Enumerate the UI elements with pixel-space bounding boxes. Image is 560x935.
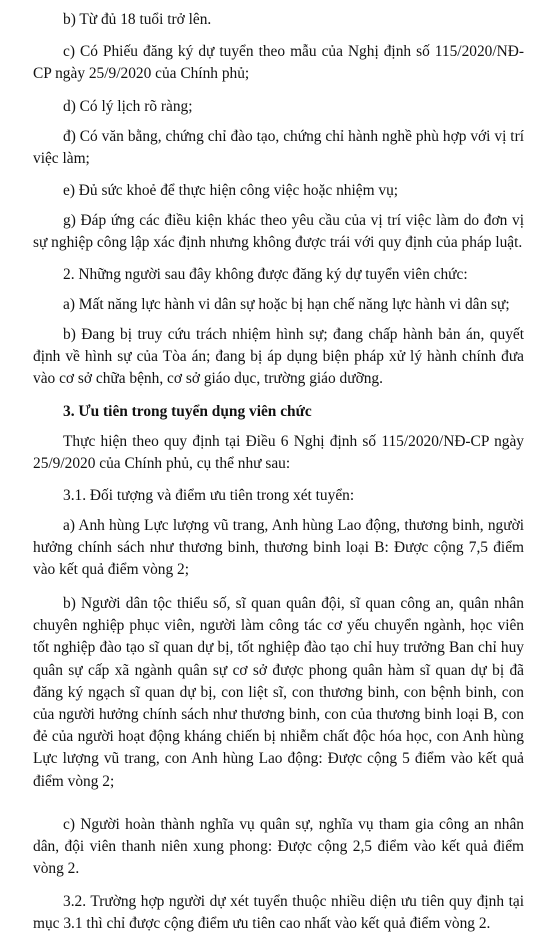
paragraph-decree-reference: Thực hiện theo quy định tại Điều 6 Nghị định số 115/2020/NĐ-CP ngày 25/9/2020 của Chính phủ, cụ thể như sau: <box>33 433 524 473</box>
paragraph-certificates: đ) Có văn bằng, chứng chỉ đào tạo, chứng chỉ hành nghề phù hợp với vị trí việc làm; <box>33 128 524 168</box>
paragraph-capacity-loss: a) Mất năng lực hành vi dân sự hoặc bị hạn chế năng lực hành vi dân sự; <box>63 296 510 313</box>
paragraph-priority-subjects: 3.1. Đối tượng và điểm ưu tiên trong xét tuyển: <box>63 487 355 504</box>
paragraph-priority-a: a) Anh hùng Lực lượng vũ trang, Anh hùng Lao động, thương binh, người hưởng chính sách như thương binh, thương binh loại B: Được cộng 7,5 điểm vào kết quả điểm vòng 2; <box>33 517 524 579</box>
paragraph-age-requirement: b) Từ đủ 18 tuổi trở lên. <box>63 11 212 28</box>
paragraph-criminal-proceedings: b) Đang bị truy cứu trách nhiệm hình sự; đang chấp hành bản án, quyết định về hình sự của Tòa án; đang bị áp dụng biện pháp xử lý hành chính đưa vào cơ sở chữa bệnh, cơ sở giáo dục, trường giáo dưỡng. <box>33 326 524 388</box>
paragraph-priority-c: c) Người hoàn thành nghĩa vụ quân sự, nghĩa vụ tham gia công an nhân dân, đội viên thanh niên xung phong: Được cộng 2,5 điểm vào kết quả điểm vòng 2. <box>33 816 524 878</box>
paragraph-health: e) Đủ sức khoẻ để thực hiện công việc hoặc nhiệm vụ; <box>63 182 399 199</box>
section-3-heading: 3. Ưu tiên trong tuyển dụng viên chức <box>63 403 312 420</box>
paragraph-other-conditions: g) Đáp ứng các điều kiện khác theo yêu cầu của vị trí việc làm do đơn vị sự nghiệp công lập xác định nhưng không được trái với quy định của pháp luật. <box>33 212 524 252</box>
paragraph-priority-b: b) Người dân tộc thiểu số, sĩ quan quân đội, sĩ quan công an, quân nhân chuyên nghiệp phục viên, người làm công tác cơ yếu chuyển ngành, học viên tốt nghiệp đào tạo sĩ quan dự bị, tốt nghiệp đào tạo chỉ huy trưởng Ban chỉ huy quân sự cấp xã ngành quân sự cơ sở được phong quân hàm sĩ quan dự bị đã đăng ký ngạch sĩ quan dự bị, con liệt sĩ, con thương binh, con bệnh binh, con của người hưởng chính sách như thương binh, con của thương binh loại B, con đẻ của người hoạt động kháng chiến bị nhiễm chất độc hóa học, con Anh hùng Lực lượng vũ trang, con Anh hùng Lao động: Được cộng 5 điểm vào kết quả điểm vòng 2; <box>33 595 524 790</box>
paragraph-section-2-heading: 2. Những người sau đây không được đăng ký dự tuyển viên chức: <box>63 266 468 283</box>
paragraph-multiple-priority: 3.2. Trường hợp người dự xét tuyển thuộc nhiều diện ưu tiên quy định tại mục 3.1 thì chỉ được cộng điểm ưu tiên cao nhất vào kết quả điểm vòng 2. <box>33 893 524 933</box>
paragraph-clear-background: d) Có lý lịch rõ ràng; <box>63 98 193 115</box>
paragraph-registration-form: c) Có Phiếu đăng ký dự tuyển theo mẫu của Nghị định số 115/2020/NĐ-CP ngày 25/9/2020 của Chính phủ; <box>33 43 524 83</box>
